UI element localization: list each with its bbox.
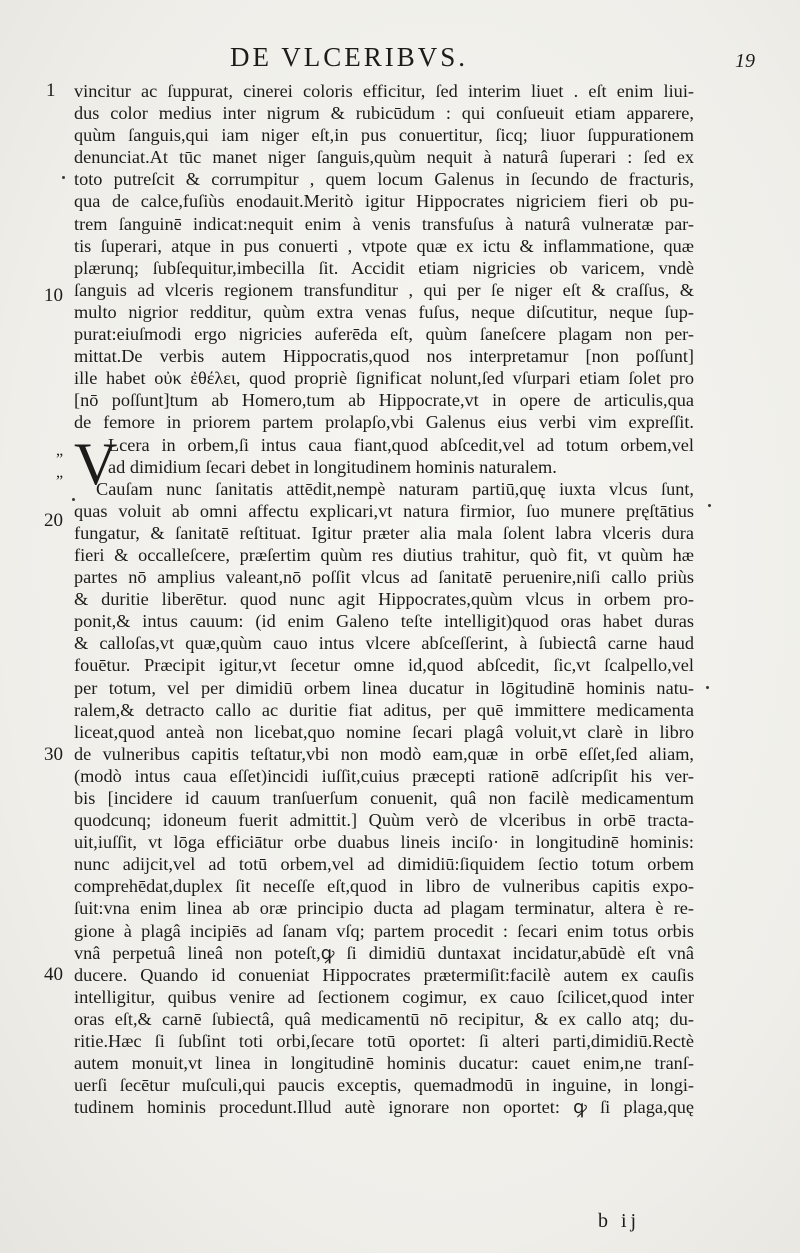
text-line: de vulneribus capitis teſtatur,vbi non modò eam,quæ in orbē eſſet,ſed aliam, (74, 743, 694, 764)
text-line: gione à plagâ incipiēs ad ſanam vſq; partem procedit : ſecari enim totus orbis (74, 920, 694, 941)
text-line: fieri & occalleſcere, præſertim quùm res diutius trahitur, quò fit, vt quùm hæ (74, 544, 694, 565)
text-line: plærunq; ſubſequitur,imbecilla ſit. Accidit etiam nigricies ob varicem, vndè (74, 257, 694, 278)
text-line: ille habet οὐκ ἐθέλει, quod propriè ſignificat nolunt,ſed vſurpari etiam ſolet pro (74, 368, 694, 389)
text-line: [nō poſſunt]tum ab Homero,tum ab Hippocrate,vt in opere de articulis,qua (74, 390, 694, 411)
text-line: vnâ perpetuâ lineâ non poteſt,ꝙ ſi dimidiū duntaxat incidatur,abūdè eſt vnâ (74, 942, 694, 963)
text-line: uerſi ſecētur muſculi,qui paucis exceptis, quemadmodū in inguine, in longi- (74, 1075, 694, 1096)
text-line: comprehēdat,duplex ſit neceſſe eſt,quod in libro de vulneribus capitis expo- (74, 876, 694, 897)
text-line: partes nō amplius valeant,nō poſſit vlcus ad ſanitatē peruenire,niſi callo priùs (74, 567, 694, 588)
ink-speck (706, 686, 709, 689)
text-line: multo nigrior redditur, quùm extra venas fuſus, neque diſcutitur, neque ſup- (74, 301, 694, 322)
text-line: (modò intus caua eſſet)incidi iuſſit,cuius præcepti rationē adſcripſit his ver- (74, 765, 694, 786)
text-line: ponit,& intus cauum: (id enim Galeno teſte intelligit)quod oras habet duras (74, 611, 694, 632)
text-line: quodcunq; idoneum fuerit admittit.] Quùm verò de vlceribus in orbē tracta- (74, 810, 694, 831)
text-line: intelligitur, quibus venire ad ſectionem cogimur, ex cauo ſcilicet,quod inter (74, 986, 694, 1007)
line-number-40: 40 (44, 964, 63, 985)
line-number-30: 30 (44, 744, 63, 765)
line-number-1: 1 (46, 80, 56, 101)
text-line: fungatur, & ſanitatē reſtituat. Igitur præter alia mala ſolent labra vlceris dura (74, 522, 694, 543)
text-line: ſanguis ad vlceris regionem transfunditur , qui per ſe niger eſt & craſſus, & (74, 279, 694, 300)
text-line: denunciat.At tūc manet niger ſanguis,quùm nequit à naturâ ſuperari : ſed ex (74, 147, 694, 168)
text-line: uit,iuſſit, vt lōga efficiātur orbe duabus lineis inciſo· in longitudinē hominis: (74, 832, 694, 853)
text-line: toto putreſcit & corrumpitur , quem locum Galenus in ſecundo de fracturis, (74, 169, 694, 190)
page-header (0, 40, 800, 80)
text-line: & duritie liberētur. quod nunc agit Hippocrates,quùm vlcus in orbem pro- (74, 589, 694, 610)
text-line: oras eſt,& carnē ſubiectâ, quâ medicamentū nō recipitur, & ex callo atq; du- (74, 1008, 694, 1029)
text-line: tudinem hominis procedunt.Illud autè ignorare non oportet: ꝙ ſi plaga,quę (74, 1097, 694, 1118)
folio-number: 19 (735, 50, 755, 72)
text-line: nunc adijcit,vel ad totū orbem,vel ad dimidiū:ſiquidem ſectio totum orbem (74, 854, 694, 875)
text-line: Cauſam nunc ſanitatis attēdit,nempè naturam partiū,quę iuxta vlcus ſunt, (96, 478, 694, 499)
line-number-20: 20 (44, 510, 63, 531)
text-line: Lcera in orbem,ſi intus caua fiant,quod abſcedit,vel ad totum orbem,vel (108, 434, 694, 455)
text-line: ralem,& detracto callo ac duritie fiat aditus, per quē immittere medicamenta (74, 699, 694, 720)
text-line: trem ſanguinē indicat:nequit enim à venis transfuſus à naturâ vulneratæ par- (74, 213, 694, 234)
text-line: liceat,quod anteà non licebat,quo nomine ſecari plagâ voluit,vt clarè in libro (74, 721, 694, 742)
text-line: ritie.Hæc ſi ſubſint toti orbi,ſecare totū oportet: ſi alteri parti,dimidiū.Rectè (74, 1031, 694, 1052)
text-line: autem monuit,vt linea in longitudinē hominis ducatur: cauet enim,ne tranſ- (74, 1053, 694, 1074)
text-line: purat:eiuſmodi ergo nigricies auferēda eſt, quùm ſaneſcere plagam non per- (74, 324, 694, 345)
text-line: vincitur ac ſuppurat, cinerei coloris efficitur, ſed interim liuet . eſt enim liui- (74, 81, 694, 101)
ink-speck (62, 176, 65, 179)
signature-mark: b ij (598, 1210, 641, 1232)
text-line: mittat.De verbis autem Hippocratis,quod nos interpretamur [non poſſunt] (74, 346, 694, 367)
text-line: qua de calce,fuſiùs enodauit.Meritò igitur Hippocrates nigriciem fieri ob pu- (74, 191, 694, 212)
text-line: quùm ſanguis,qui iam niger eſt,in pus conuertitur, ſicq; liuor ſuppurationem (74, 125, 694, 146)
text-line: ad dimidium ſecari debet in longitudinem hominis naturalem. (108, 456, 557, 477)
text-line: quas voluit ab omni affectu explicari,vt natura firmior, ſuo munere pręſtātius (74, 500, 694, 521)
text-line: per totum, vel per dimidiū orbem linea ducatur in lōgitudinē hominis natu- (74, 677, 694, 698)
text-line (74, 1118, 694, 1140)
line-number-10: 10 (44, 285, 63, 306)
drop-capital: V (74, 431, 118, 497)
text-line: ducere. Quando id conueniat Hippocrates prætermiſit:facilè autem ex cauſis (74, 964, 694, 985)
text-line: bis [incidere id cauum tranſuerſum conuenit, quâ non facilè medicamentum (74, 788, 694, 808)
text-line: de femore in priorem partem prolapſo,vbi Galenus eius verbi vim expreſſit. (74, 412, 694, 433)
margin-quote-mark: „ (56, 464, 64, 481)
margin-quote-mark: „ (56, 442, 64, 459)
text-line: tis ſuperari, atque in pus conuerti , vtpote quæ ex ictu & inflammatione, quæ (74, 235, 694, 256)
text-line: ſuit:vna enim linea ab oræ principio ducta ad plagam terminatur, altera è re- (74, 898, 694, 919)
running-title: DE VLCERIBVS. (230, 42, 469, 72)
main-text-block (74, 80, 694, 1141)
text-line: fouētur. Præcipit igitur,vt ſecetur omne id,quod abſcedit, ſic,vt ſcalpello,vel (74, 655, 694, 676)
ink-speck (708, 504, 711, 507)
text-line: & calloſas,vt quæ,quùm cauo intus vlcere abſceſſerint, à ſubiectâ carne haud (74, 633, 694, 654)
text-line: dus color medius inter nigrum & rubicūdum : qui conſueuit etiam apparere, (74, 103, 694, 124)
